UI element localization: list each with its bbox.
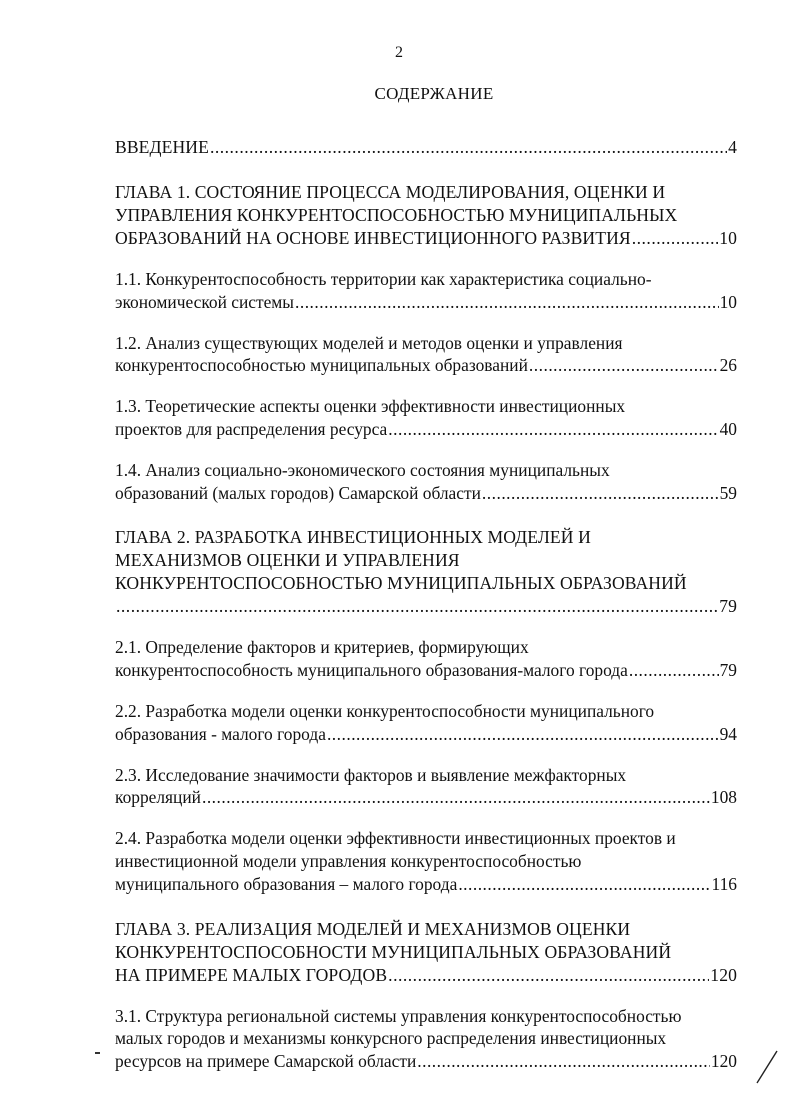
entry-title: конкурентоспособность муниципального образования-малого города (115, 660, 628, 681)
entry-page: 120 (710, 1051, 737, 1072)
entry-page: 59 (719, 482, 737, 503)
entry-title: конкурентоспособностью муниципальных образований (115, 355, 528, 376)
entry-page: 116 (711, 873, 737, 894)
dot-leader (482, 482, 719, 505)
dot-leader (458, 873, 710, 896)
dot-leader (327, 723, 719, 746)
entry-page: 79 (719, 660, 737, 681)
toc-entry-section-2-4[interactable] (115, 827, 737, 895)
toc-entry-chapter-2[interactable] (115, 526, 737, 618)
entry-page: 40 (719, 418, 737, 439)
entry-line: КОНКУРЕНТОСПОСОБНОСТИ МУНИЦИПАЛЬНЫХ ОБРАЗОВАНИЙ (115, 941, 672, 962)
dot-leader (629, 659, 719, 682)
entry-line: ГЛАВА 3. РЕАЛИЗАЦИЯ МОДЕЛЕЙ И МЕХАНИЗМОВ ОЦЕНКИ (115, 918, 631, 939)
toc-entry-section-1-3[interactable] (115, 395, 737, 441)
entry-page: 4 (728, 137, 737, 157)
entry-title: корреляций (115, 787, 201, 808)
toc-entry-section-1-1[interactable] (115, 268, 737, 314)
dot-leader (295, 291, 719, 314)
toc-entry-section-2-3[interactable] (115, 764, 737, 810)
entry-line: УПРАВЛЕНИЯ КОНКУРЕНТОСПОСОБНОСТЬЮ МУНИЦИПАЛЬНЫХ (115, 205, 678, 225)
entry-line: инвестиционной модели управления конкурентоспособностью (115, 850, 582, 871)
entry-line: ГЛАВА 2. РАЗРАБОТКА ИНВЕСТИЦИОННЫХ МОДЕЛЕЙ И (115, 527, 591, 548)
toc-title: СОДЕРЖАНИЕ (374, 84, 494, 103)
entry-page: 79 (719, 596, 737, 617)
toc-entry-chapter-1[interactable] (115, 181, 737, 250)
entry-title: ВВЕДЕНИЕ (115, 137, 209, 157)
toc-entry-section-1-4[interactable] (115, 459, 737, 505)
dot-leader (388, 964, 709, 987)
toc-entry-chapter-3[interactable] (115, 918, 737, 987)
entry-page: 94 (719, 723, 737, 744)
entry-line: 2.1. Определение факторов и критериев, формирующих (115, 637, 529, 658)
entry-line: 1.2. Анализ существующих моделей и методов оценки и управления (115, 332, 623, 353)
toc-entry-section-2-2[interactable] (115, 700, 737, 746)
entry-page: 26 (719, 355, 737, 376)
toc-entry-section-3-1[interactable] (115, 1005, 737, 1073)
entry-page: 120 (710, 964, 737, 985)
dot-leader (202, 786, 710, 809)
entry-line: ГЛАВА 1. СОСТОЯНИЕ ПРОЦЕССА МОДЕЛИРОВАНИЯ, ОЦЕНКИ И (115, 182, 666, 202)
entry-line: 1.3. Теоретические аспекты оценки эффективности инвестиционных (115, 396, 626, 417)
entry-line: КОНКУРЕНТОСПОСОБНОСТЬЮ МУНИЦИПАЛЬНЫХ ОБРАЗОВАНИЙ (115, 573, 687, 594)
pen-stroke-mark (754, 1046, 780, 1086)
entry-line: 2.4. Разработка модели оценки эффективности инвестиционных проектов и (115, 828, 676, 849)
entry-title: муниципального образования – малого города (115, 873, 458, 894)
entry-title: проектов для распределения ресурса (115, 418, 388, 439)
dot-leader (116, 595, 718, 618)
entry-line: 1.1. Конкурентоспособность территории как характеристика социально- (115, 269, 652, 289)
entry-page: 10 (719, 228, 737, 248)
toc-entry-section-2-1[interactable] (115, 636, 737, 682)
dot-leader (529, 354, 719, 377)
entry-line: МЕХАНИЗМОВ ОЦЕНКИ И УПРАВЛЕНИЯ (115, 550, 460, 571)
toc-entry-section-1-2[interactable] (115, 332, 737, 378)
entry-title: образования - малого города (115, 723, 326, 744)
dot-leader (632, 227, 718, 250)
table-of-contents (115, 136, 737, 1073)
entry-title: ОБРАЗОВАНИЙ НА ОСНОВЕ ИНВЕСТИЦИОННОГО РАЗВИТИЯ (115, 228, 631, 248)
entry-title: ресурсов на примере Самарской области (115, 1051, 417, 1072)
entry-line: 1.4. Анализ социально-экономического состояния муниципальных (115, 459, 610, 480)
dot-leader (388, 418, 718, 441)
entry-line: 2.3. Исследование значимости факторов и выявление межфакторных (115, 764, 627, 785)
page-number: 2 (395, 44, 403, 61)
dot-leader (417, 1050, 710, 1073)
entry-title: экономической системы (115, 291, 294, 312)
entry-title: НА ПРИМЕРЕ МАЛЫХ ГОРОДОВ (115, 964, 388, 985)
entry-line: 3.1. Структура региональной системы управления конкурентоспособностью (115, 1005, 682, 1026)
scan-mark (95, 1052, 100, 1054)
toc-entry-introduction[interactable] (115, 136, 737, 159)
entry-title: образований (малых городов) Самарской области (115, 482, 481, 503)
dot-leader (210, 136, 727, 159)
entry-page: 108 (710, 787, 737, 808)
entry-page: 10 (719, 291, 737, 312)
entry-line: 2.2. Разработка модели оценки конкурентоспособности муниципального (115, 700, 655, 721)
entry-line: малых городов и механизмы конкурсного распределения инвестиционных (115, 1028, 667, 1049)
